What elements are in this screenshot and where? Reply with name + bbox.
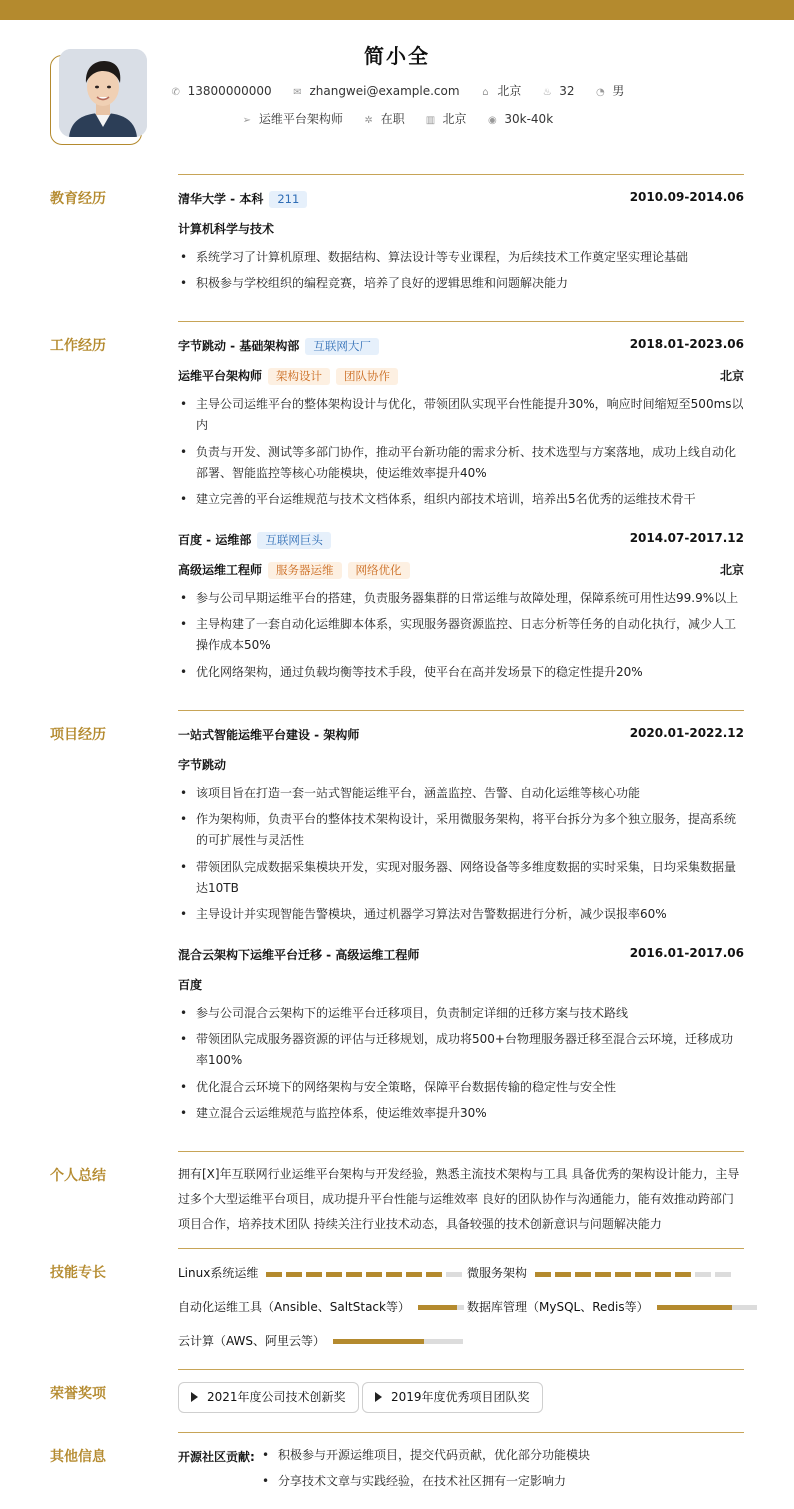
skill-segment: [366, 1272, 382, 1277]
job-target-item: [241, 110, 343, 127]
list-item: • 负责与开发、测试等多部门协作，推动平台新功能的需求分析、技术选型与方案落地，成功上线自动化部署、智能监控等核心功能模块，使运维效率提升40%: [178, 442, 744, 484]
coin-icon: ◉: [488, 115, 497, 126]
work-1-company: 百度 - 运维部: [178, 533, 252, 547]
skill-name: 自动化运维工具（Ansible、SaltStack等）: [178, 1300, 410, 1314]
project-0-org: 字节跳动: [178, 758, 227, 772]
work-1-role-tag-1: 网络优化: [348, 562, 410, 579]
skill-segment: [675, 1272, 691, 1277]
other-title: 其他信息: [50, 1449, 106, 1465]
list-item: • 主导构建了一套自动化运维脚本体系，实现服务器资源监控、日志分析等任务的自动化执行，减少人工操作成本50%: [178, 614, 744, 656]
age-item: [541, 84, 574, 98]
salary-text: 30k-40k: [504, 112, 554, 126]
skill-segment: [406, 1272, 422, 1277]
education-date: 2010.09-2014.06: [629, 190, 744, 204]
skill-fill: [657, 1305, 732, 1310]
education-major: 计算机科学与技术: [178, 222, 275, 236]
project-0-date: 2020.01-2022.12: [629, 726, 744, 740]
education-divider: [178, 174, 744, 175]
work-0-date: 2018.01-2023.06: [629, 337, 744, 351]
gender-text: 男: [612, 84, 625, 98]
work-0-bullets: [178, 394, 744, 510]
award-label: 2021年度公司技术创新奖: [207, 1390, 346, 1404]
gender-icon: ◔: [595, 87, 605, 98]
skill-segment: [386, 1272, 402, 1277]
list-item: • 建立混合云运维规范与监控体系，使运维效率提升30%: [178, 1103, 744, 1124]
home-icon: ⌂: [482, 87, 489, 98]
project-0-title: 一站式智能运维平台建设 - 架构师: [178, 728, 360, 742]
work-0-company-tag: 互联网大厂: [305, 338, 379, 355]
skill-segment: [286, 1272, 302, 1277]
other-divider: [178, 1432, 744, 1433]
project-1-bullets: [178, 1003, 744, 1124]
email-text: zhangwei@example.com: [309, 84, 460, 98]
list-item: • 主导公司运维平台的整体架构设计与优化，带领团队实现平台性能提升30%，响应时间缩短至500ms以内: [178, 394, 744, 436]
work-title: 工作经历: [50, 338, 106, 354]
contact-row: [0, 82, 794, 99]
project-0-bullets: [178, 783, 744, 925]
skill-segment: [695, 1272, 711, 1277]
award-label: 2019年度优秀项目团队奖: [391, 1390, 530, 1404]
skill-segment: [635, 1272, 651, 1277]
skill-segment: [655, 1272, 671, 1277]
skill-segment: [575, 1272, 591, 1277]
list-item: • 优化网络架构，通过负载均衡等技术手段，使平台在高并发场景下的稳定性提升20%: [178, 662, 744, 683]
work-divider: [178, 321, 744, 322]
work-0-company: 字节跳动 - 基础架构部: [178, 339, 300, 353]
age-text: 32: [559, 84, 575, 98]
skill-level-bar: [333, 1339, 463, 1344]
project-1-org: 百度: [178, 978, 203, 992]
skill-fill: [333, 1339, 424, 1344]
skill-segment: [326, 1272, 342, 1277]
skill-level-bar: [535, 1267, 735, 1281]
skill-item: [467, 1298, 757, 1315]
work-1-role-tag-0: 服务器运维: [268, 562, 342, 579]
skill-segment: [446, 1272, 462, 1277]
location-text: 北京: [497, 84, 522, 98]
gender-item: [594, 82, 624, 99]
summary-divider: [178, 1151, 744, 1152]
list-item: • 系统学习了计算机原理、数据结构、算法设计等专业课程，为后续技术工作奠定坚实理论基础: [178, 247, 744, 268]
skill-fill: [418, 1305, 457, 1310]
skill-name: Linux系统运维: [178, 1266, 259, 1280]
top-accent-bar: [0, 0, 794, 20]
project-title: 项目经历: [50, 727, 106, 743]
list-item: • 参与公司混合云架构下的运维平台迁移项目，负责制定详细的迁移方案与技术路线: [178, 1003, 744, 1024]
education-title: 教育经历: [50, 191, 106, 207]
awards-title: 荣誉奖项: [50, 1386, 106, 1402]
job-intent-row: [0, 110, 794, 127]
skills-divider: [178, 1248, 744, 1249]
work-1-company-tag: 互联网巨头: [257, 532, 331, 549]
other-list: [260, 1442, 590, 1494]
other-label: 开源社区贡献:: [178, 1450, 255, 1464]
phone-icon: ✆: [171, 87, 180, 98]
school-name: 清华大学 - 本科: [178, 192, 264, 206]
list-item: • 该项目旨在打造一套一站式智能运维平台，涵盖监控、告警、自动化运维等核心功能: [178, 783, 744, 804]
work-1-bullets: [178, 588, 744, 683]
list-item: • 优化混合云环境下的网络架构与安全策略，保障平台数据传输的稳定性与安全性: [178, 1077, 744, 1098]
skill-item: [178, 1264, 466, 1281]
work-0-role-tag-1: 团队协作: [336, 368, 398, 385]
summary-title: 个人总结: [50, 1168, 106, 1184]
mail-icon: ✉: [293, 87, 302, 98]
status-item: [363, 110, 405, 127]
education-bullets: [178, 247, 744, 294]
skill-segment: [306, 1272, 322, 1277]
skill-name: 云计算（AWS、阿里云等）: [178, 1334, 326, 1348]
skill-level-bar: [266, 1267, 466, 1281]
work-1-date: 2014.07-2017.12: [629, 531, 744, 545]
work-1-role: 高级运维工程师: [178, 563, 263, 577]
work-0-city: 北京: [719, 369, 744, 383]
project-1-title: 混合云架构下运维平台迁移 - 高级运维工程师: [178, 948, 420, 962]
list-item: • 参与公司早期运维平台的搭建，负责服务器集群的日常运维与故障处理，保障系统可用性达99.9%以上: [178, 588, 744, 609]
skill-name: 微服务架构: [467, 1266, 528, 1280]
skills-title: 技能专长: [50, 1265, 106, 1281]
play-icon: [191, 1392, 198, 1402]
candidate-name: 简小全: [364, 44, 430, 68]
school-tag: 211: [269, 191, 307, 208]
skill-name: 数据库管理（MySQL、Redis等）: [467, 1300, 649, 1314]
skill-item: [467, 1264, 735, 1281]
list-item: • 积极参与学校组织的编程竞赛，培养了良好的逻辑思维和问题解决能力: [178, 273, 744, 294]
list-item: • 带领团队完成服务器资源的评估与迁移规划，成功将500+台物理服务器迁移至混合云环境，迁移成功率100%: [178, 1029, 744, 1071]
status-text: 在职: [380, 112, 405, 126]
skill-segment: [426, 1272, 442, 1277]
list-item: • 分享技术文章与实践经验，在技术社区拥有一定影响力: [260, 1468, 590, 1494]
skill-item: [178, 1298, 464, 1315]
target-city-item: [425, 110, 467, 127]
job-target-text: 运维平台架构师: [258, 112, 343, 126]
work-0-role: 运维平台架构师: [178, 369, 263, 383]
award-badge: [362, 1382, 543, 1413]
skill-segment: [615, 1272, 631, 1277]
skill-segment: [715, 1272, 731, 1277]
list-item: • 建立完善的平台运维规范与技术文档体系，组织内部技术培训，培养出5名优秀的运维技术骨干: [178, 489, 744, 510]
location-item: [479, 82, 521, 99]
salary-item: [486, 112, 553, 126]
awards-list: [178, 1382, 744, 1414]
skill-item: [178, 1332, 463, 1349]
work-0-role-tag-0: 架构设计: [268, 368, 330, 385]
skill-segment: [555, 1272, 571, 1277]
list-item: • 积极参与开源运维项目，提交代码贡献，优化部分功能模块: [260, 1442, 590, 1468]
skill-segment: [266, 1272, 282, 1277]
list-item: • 主导设计并实现智能告警模块，通过机器学习算法对告警数据进行分析，减少误报率60%: [178, 904, 744, 925]
skill-level-bar: [657, 1305, 757, 1310]
status-icon: ✲: [364, 115, 373, 126]
project-divider: [178, 710, 744, 711]
list-item: • 作为架构师，负责平台的整体技术架构设计，采用微服务架构，将平台拆分为多个独立服务，提高系统的可扩展性与灵活性: [178, 809, 744, 851]
summary-text: 拥有[X]年互联网行业运维平台架构与开发经验，熟悉主流技术架构与工具 具备优秀的架构设计能力，主导过多个大型运维平台项目，成功提升平台性能与运维效率 良好的团队协作与沟通能力，能有效推动跨部门项目合作，培养技术团队 持续关注行业技术动态，具备较强的技术创新意识与问题解决能力: [178, 1167, 740, 1231]
awards-divider: [178, 1369, 744, 1370]
award-badge: [178, 1382, 359, 1413]
send-icon: ➢: [242, 115, 252, 126]
skill-segment: [595, 1272, 611, 1277]
target-city-text: 北京: [442, 112, 467, 126]
skill-level-bar: [418, 1305, 464, 1310]
play-icon: [375, 1392, 382, 1402]
cake-icon: ♨: [542, 87, 552, 98]
work-1-city: 北京: [719, 563, 744, 577]
project-1-date: 2016.01-2017.06: [629, 946, 744, 960]
list-item: • 带领团队完成数据采集模块开发，实现对服务器、网络设备等多维度数据的实时采集，日均采集数据量达10TB: [178, 857, 744, 899]
phone-item: [170, 84, 272, 98]
skill-segment: [346, 1272, 362, 1277]
phone-text: 13800000000: [187, 84, 272, 98]
email-item: [291, 84, 459, 98]
building-icon: ▥: [425, 115, 436, 126]
skill-segment: [535, 1272, 551, 1277]
